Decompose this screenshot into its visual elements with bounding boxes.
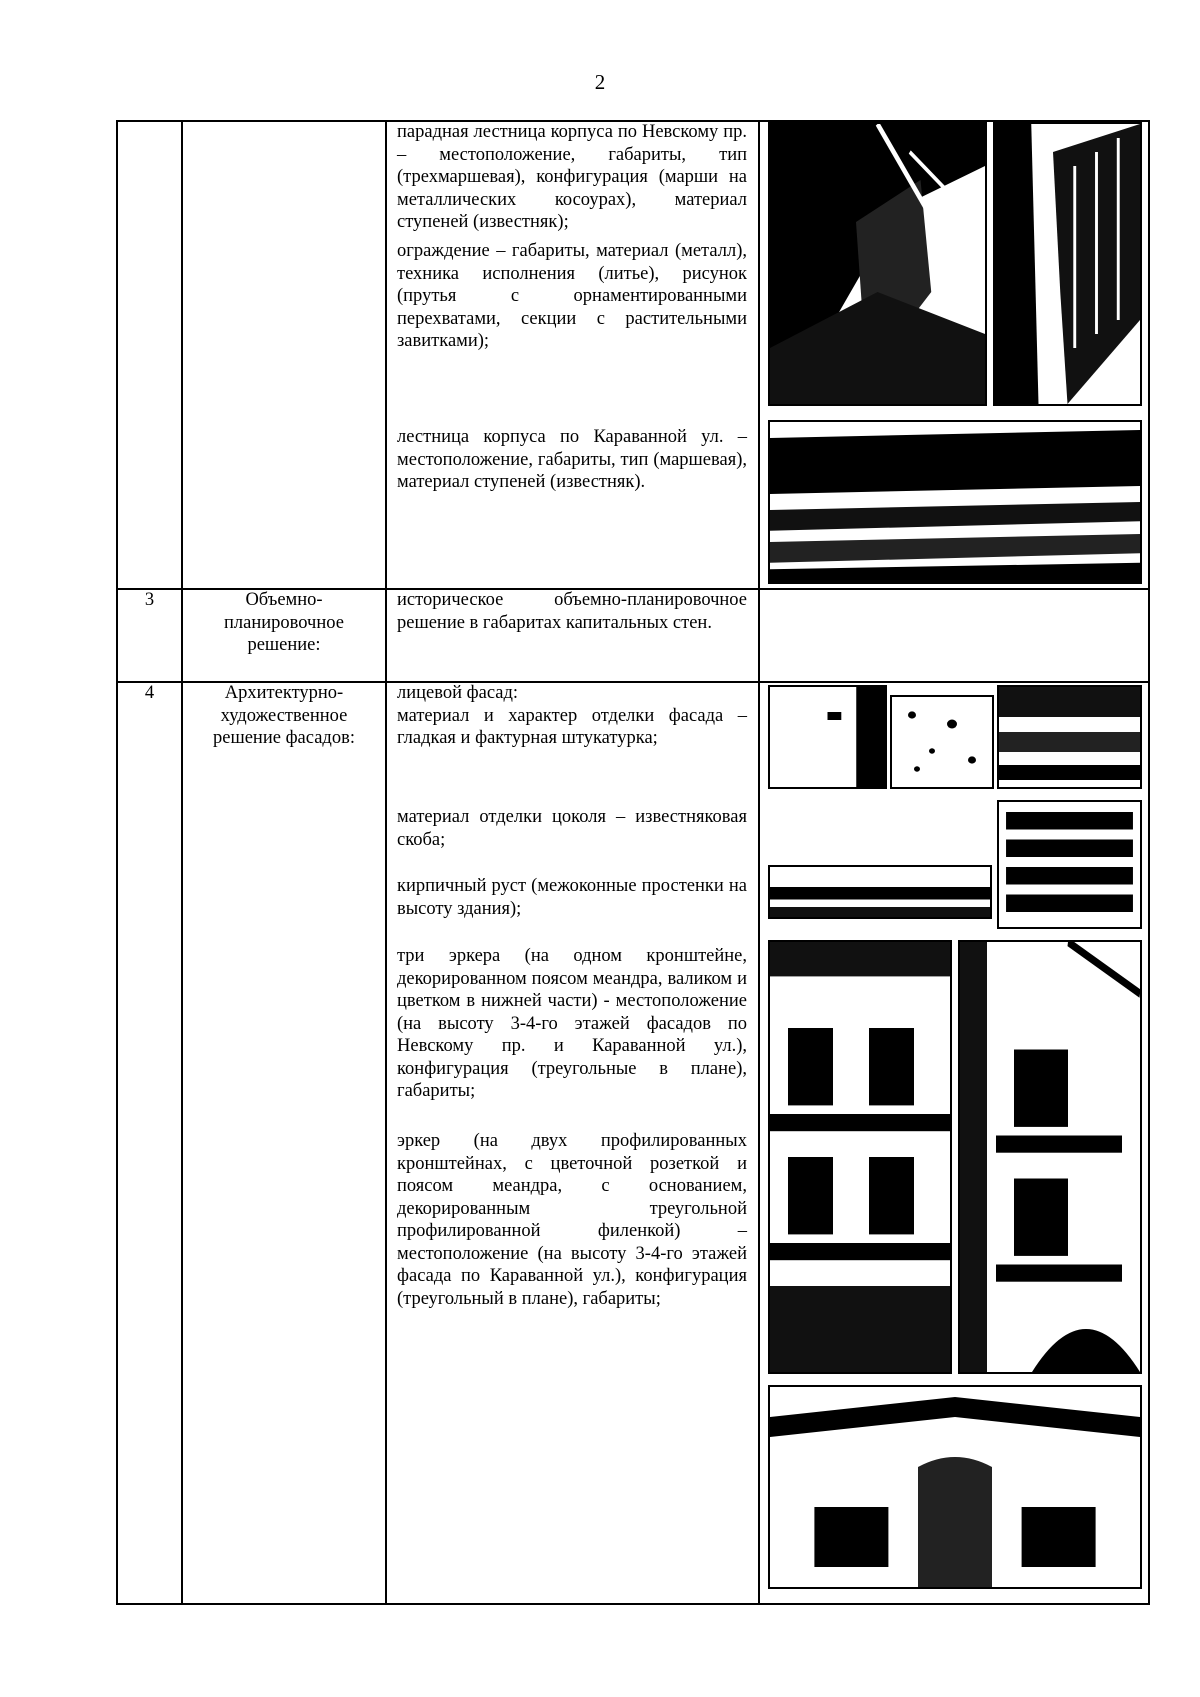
page-number: 2	[594, 70, 606, 94]
staircase-main-text: парадная лестница корпуса по Невскому пр. – местоположение, габариты, тип (трехмаршевая), конфигурация (марши на металлических косоурах), материал ступеней (известняк);	[397, 122, 747, 232]
rustication-photo	[997, 800, 1142, 929]
bay-window-karavannaya-photo	[768, 1385, 1142, 1589]
row3-name	[200, 589, 368, 657]
staircase-photo-1	[768, 122, 987, 406]
bay-window-photo-1	[768, 940, 952, 1374]
col-border-3	[758, 120, 760, 1605]
row4-name-text: Архитектурно-художественное решение фасадов:	[213, 683, 355, 748]
facade-finish-text: лицевой фасад: материал и характер отделки фасада – гладкая и фактурная штукатурка;	[397, 683, 747, 748]
rustication-text: кирпичный руст (межоконные простенки на высоту здания);	[397, 876, 747, 919]
table-bottom-border	[117, 1603, 1150, 1605]
staircase-photo-2	[993, 122, 1142, 406]
plinth-text: материал отделки цоколя – известняковая скоба;	[397, 807, 747, 850]
three-bay-windows-text: три эркера (на одном кронштейне, декорированном поясом меандра, валиком и цветком в нижней части) - местоположение (на высоту 3-4-го этажей фасадов по Невскому пр. и Караванной ул.), конфигурация (треугольные в плане), габариты;	[397, 946, 747, 1101]
row3-name-text: Объемно-планировочное решение:	[224, 590, 344, 655]
col-border-2	[385, 120, 387, 1605]
plinth-photo	[768, 865, 992, 919]
bay-window-photo-2	[958, 940, 1142, 1374]
railing-text: ограждение – габариты, материал (металл), техника исполнения (литье), рисунок (прутья с орнаментированными перехватами, секции с растительными завитками);	[397, 241, 747, 351]
staircase-karavannaya-text: лестница корпуса по Караванной ул. – местоположение, габариты, тип (маршевая), материал ступеней (известняк).	[397, 427, 747, 492]
bay-window-karavannaya-text: эркер (на двух профилированных кронштейнах, с цветочной розеткой и поясом меандра, с основанием, декорированным треугольной профилированной филенкой) – местоположение (на высоту 3-4-го этажей фасада по Караванной ул.), конфигурация (треугольный в плане), габариты;	[397, 1131, 747, 1309]
facade-texture-photo-3	[997, 685, 1142, 789]
row3-description: историческое объемно-планировочное решение в габаритах капитальных стен.	[397, 590, 747, 633]
col-border-4	[1148, 120, 1150, 1605]
row4-number: 4	[144, 683, 155, 703]
row4-name	[200, 682, 368, 750]
row3-number: 3	[144, 590, 155, 610]
facade-texture-photo-1	[768, 685, 887, 789]
staircase-photo-3	[768, 420, 1142, 584]
col-border-1	[181, 120, 183, 1605]
col-border-0	[116, 120, 118, 1605]
facade-texture-photo-2	[890, 695, 994, 789]
